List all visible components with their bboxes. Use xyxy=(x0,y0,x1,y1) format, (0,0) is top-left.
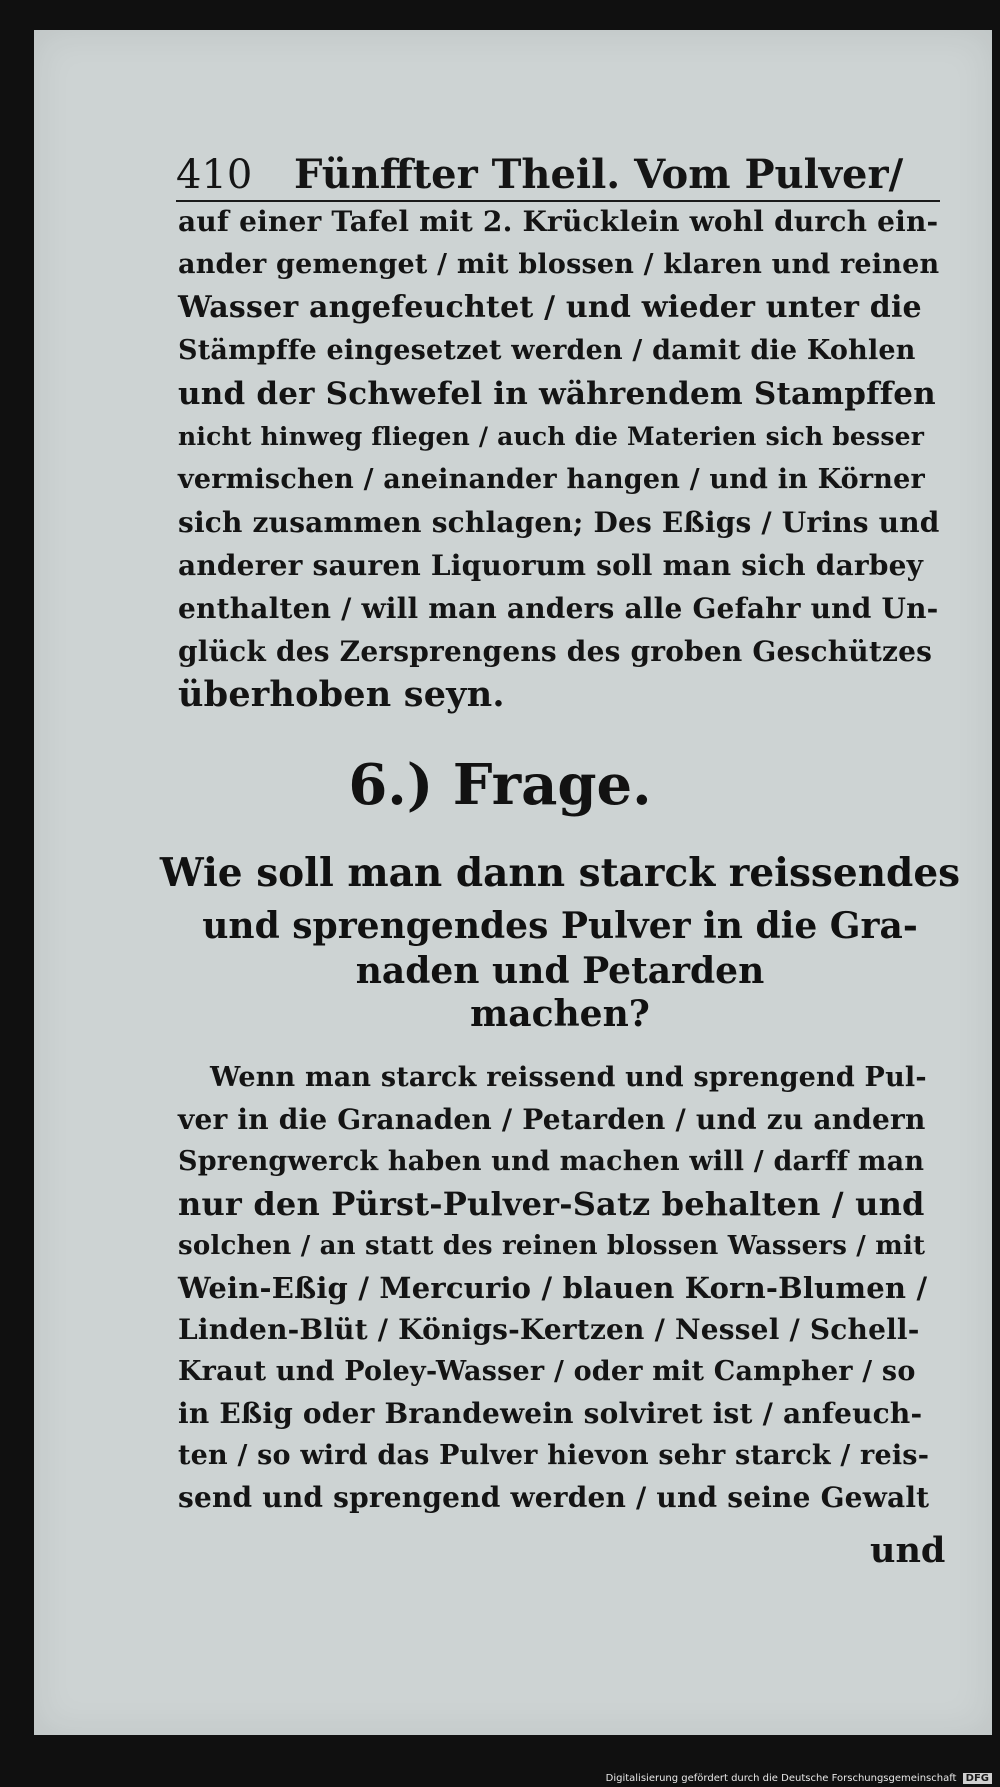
body-line: Stämpffe eingesetzet werden / damit die Kohlen xyxy=(178,335,916,366)
answer-line: ten / so wird das Pulver hievon sehr starck / reis- xyxy=(178,1440,930,1471)
credit-text: Digitalisierung gefördert durch die Deutsche Forschungsgemeinschaft xyxy=(605,1773,957,1784)
question-heading: 6.) Frage. xyxy=(348,752,652,818)
answer-line: ver in die Granaden / Petarden / und zu andern xyxy=(178,1103,926,1136)
body-line: vermischen / aneinander hangen / und in Körner xyxy=(178,464,925,495)
body-line: glück des Zersprengens des groben Geschützes xyxy=(178,635,933,668)
answer-line: Kraut und Poley-Wasser / oder mit Campher / so xyxy=(178,1356,916,1387)
body-line: sich zusammen schlagen; Des Eßigs / Urins und xyxy=(178,506,940,539)
body-line: auf einer Tafel mit 2. Krücklein wohl durch ein- xyxy=(178,205,939,238)
body-line: enthalten / will man anders alle Gefahr und Un- xyxy=(178,592,939,625)
question-title-line: Wie soll man dann starck reissendes xyxy=(159,850,961,896)
answer-line: in Eßig oder Brandewein solviret ist / anfeuch- xyxy=(178,1397,923,1430)
dfg-logo: DFG xyxy=(963,1773,992,1784)
body-line: Wasser angefeuchtet / und wieder unter die xyxy=(178,290,922,325)
answer-line: Linden-Blüt / Königs-Kertzen / Nessel / Schell- xyxy=(178,1313,920,1346)
body-line: ander gemenget / mit blossen / klaren und reinen xyxy=(178,249,940,280)
answer-line: Sprengwerck haben und machen will / darff man xyxy=(178,1146,925,1177)
running-head xyxy=(176,150,940,202)
answer-line: send und sprengend werden / und seine Gewalt xyxy=(178,1481,930,1514)
answer-line: Wein-Eßig / Mercurio / blauen Korn-Blumen / xyxy=(178,1271,928,1305)
body-line: nicht hinweg fliegen / auch die Materien sich besser xyxy=(178,422,925,451)
running-title: Fünffter Theil. Vom Pulver/ xyxy=(294,151,904,198)
body-line: und der Schwefel in währendem Stampffen xyxy=(178,376,936,412)
question-title-line: machen? xyxy=(470,993,650,1035)
catchword: und xyxy=(870,1530,946,1571)
body-line: überhoben seyn. xyxy=(178,674,505,715)
answer-line: Wenn man starck reissend und sprengend Pul- xyxy=(210,1062,927,1093)
answer-line: nur den Pürst-Pulver-Satz behalten / und xyxy=(178,1185,925,1223)
page-number: 410 xyxy=(176,152,253,198)
question-title-line: naden und Petarden xyxy=(355,950,765,992)
question-title-line: und sprengendes Pulver in die Gra- xyxy=(202,905,918,947)
answer-line: solchen / an statt des reinen blossen Wassers / mit xyxy=(178,1231,926,1261)
body-line: anderer sauren Liquorum soll man sich darbey xyxy=(178,549,924,582)
digitization-credit xyxy=(606,1773,992,1784)
